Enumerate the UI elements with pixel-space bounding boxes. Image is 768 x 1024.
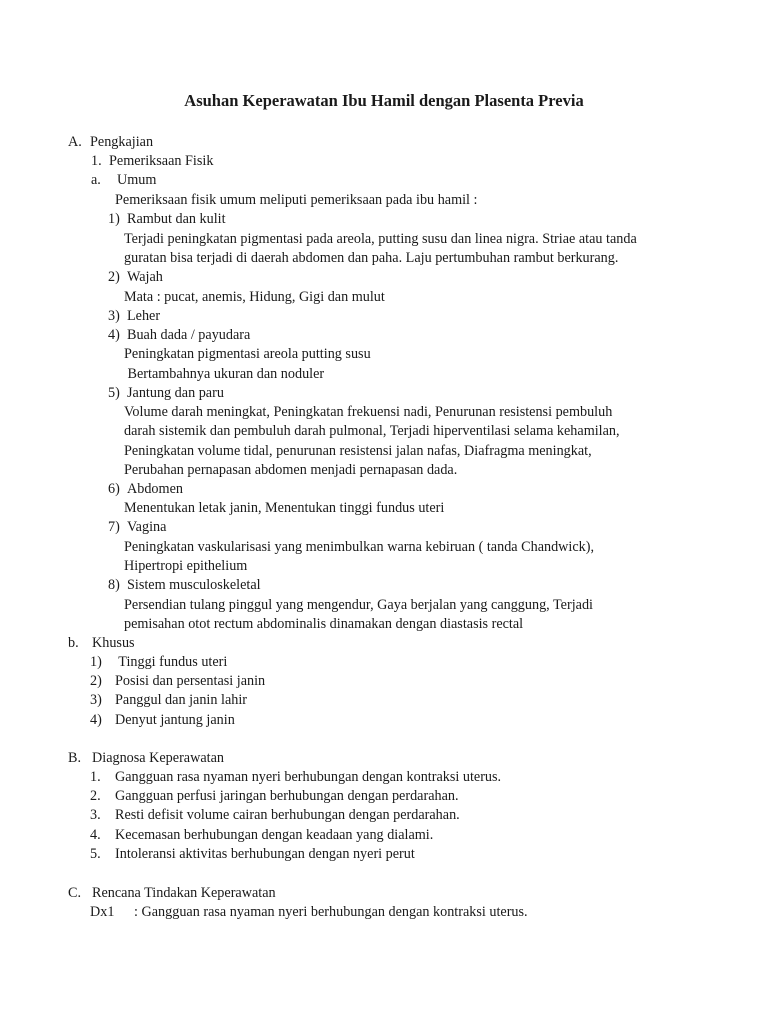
item-number: 8)	[108, 577, 120, 593]
item-detail-line: Persendian tulang pinggul yang mengendur, Gaya berjalan yang canggung, Terjadi	[124, 597, 593, 613]
dx-text: : Gangguan rasa nyaman nyeri berhubungan dengan kontraksi uterus.	[134, 904, 528, 920]
item-detail-line: darah sistemik dan pembuluh darah pulmonal, Terjadi hiperventilasi selama kehamilan,	[124, 423, 620, 439]
diagnosis-number: 4.	[90, 827, 101, 843]
diagnosis-number: 3.	[90, 807, 101, 823]
item-detail-line: pemisahan otot rectum abdominalis dinamakan dengan diastasis rectal	[124, 616, 524, 632]
khusus-item-label: Panggul dan janin lahir	[115, 692, 247, 708]
dx-label: Dx1	[90, 904, 115, 920]
diagnosis-text: Intoleransi aktivitas berhubungan dengan nyeri perut	[115, 846, 415, 862]
section-a-heading: Pengkajian	[90, 134, 154, 150]
item-detail-line: Mata : pucat, anemis, Hidung, Gigi dan mulut	[124, 289, 385, 305]
item-number: 3)	[108, 308, 120, 324]
item-label: Buah dada / payudara	[127, 327, 251, 343]
section-a-letter: A.	[68, 134, 82, 150]
item-number: 1)	[108, 211, 120, 227]
item-detail-line: guratan bisa terjadi di daerah abdomen dan paha. Laju pertumbuhan rambut berkurang.	[124, 250, 619, 266]
item-detail-line: Menentukan letak janin, Menentukan tinggi fundus uteri	[124, 500, 445, 516]
diagnosis-text: Gangguan rasa nyaman nyeri berhubungan dengan kontraksi uterus.	[115, 769, 502, 785]
umum-label: Umum	[117, 172, 157, 188]
section-b-letter: B.	[68, 750, 82, 766]
section-c-heading: Rencana Tindakan Keperawatan	[92, 885, 276, 901]
khusus-item-number: 4)	[90, 712, 102, 728]
subsection-number: 1.	[91, 153, 102, 169]
subsection-label: Pemeriksaan Fisik	[109, 153, 214, 169]
item-detail-line: Hipertropi epithelium	[124, 558, 248, 574]
item-detail-line: Peningkatan pigmentasi areola putting susu	[124, 346, 371, 362]
diagnosis-number: 1.	[90, 769, 101, 785]
item-detail-line: Peningkatan volume tidal, penurunan resistensi jalan nafas, Diafragma meningkat,	[124, 443, 592, 459]
item-label: Vagina	[127, 519, 167, 535]
diagnosis-number: 5.	[90, 846, 101, 862]
khusus-label: Khusus	[92, 635, 135, 651]
diagnosis-text: Kecemasan berhubungan dengan keadaan yang dialami.	[115, 827, 434, 843]
umum-intro: Pemeriksaan fisik umum meliputi pemeriksaan pada ibu hamil :	[115, 192, 478, 208]
item-label: Jantung dan paru	[127, 385, 224, 401]
item-detail-line: Peningkatan vaskularisasi yang menimbulkan warna kebiruan ( tanda Chandwick),	[124, 539, 595, 555]
item-label: Wajah	[127, 269, 163, 285]
section-c-letter: C.	[68, 885, 82, 901]
item-detail-line: Bertambahnya ukuran dan noduler	[124, 366, 325, 382]
diagnosis-text: Resti defisit volume cairan berhubungan dengan perdarahan.	[115, 807, 460, 823]
item-detail-line: Perubahan pernapasan abdomen menjadi pernapasan dada.	[124, 462, 458, 478]
item-detail-line: Terjadi peningkatan pigmentasi pada areola, putting susu dan linea nigra. Striae atau tanda	[124, 231, 637, 247]
umum-letter: a.	[91, 172, 101, 188]
item-label: Sistem musculoskeletal	[127, 577, 261, 593]
diagnosis-text: Gangguan perfusi jaringan berhubungan dengan perdarahan.	[115, 788, 459, 804]
item-number: 4)	[108, 327, 120, 343]
item-number: 2)	[108, 269, 120, 285]
khusus-item-label: Posisi dan persentasi janin	[115, 673, 266, 689]
khusus-item-number: 1)	[90, 654, 102, 670]
khusus-item-label: Tinggi fundus uteri	[115, 654, 228, 670]
item-detail-line: Volume darah meningkat, Peningkatan frekuensi nadi, Penurunan resistensi pembuluh	[124, 404, 613, 420]
khusus-item-number: 3)	[90, 692, 102, 708]
item-number: 5)	[108, 385, 120, 401]
khusus-letter: b.	[68, 635, 79, 651]
document-title: Asuhan Keperawatan Ibu Hamil dengan Plasenta Previa	[184, 91, 584, 110]
khusus-item-label: Denyut jantung janin	[115, 712, 235, 728]
item-number: 6)	[108, 481, 120, 497]
item-number: 7)	[108, 519, 120, 535]
item-label: Rambut dan kulit	[127, 211, 226, 227]
item-label: Abdomen	[127, 481, 183, 497]
item-label: Leher	[127, 308, 161, 324]
khusus-item-number: 2)	[90, 673, 102, 689]
diagnosis-number: 2.	[90, 788, 101, 804]
section-b-heading: Diagnosa Keperawatan	[92, 750, 224, 766]
